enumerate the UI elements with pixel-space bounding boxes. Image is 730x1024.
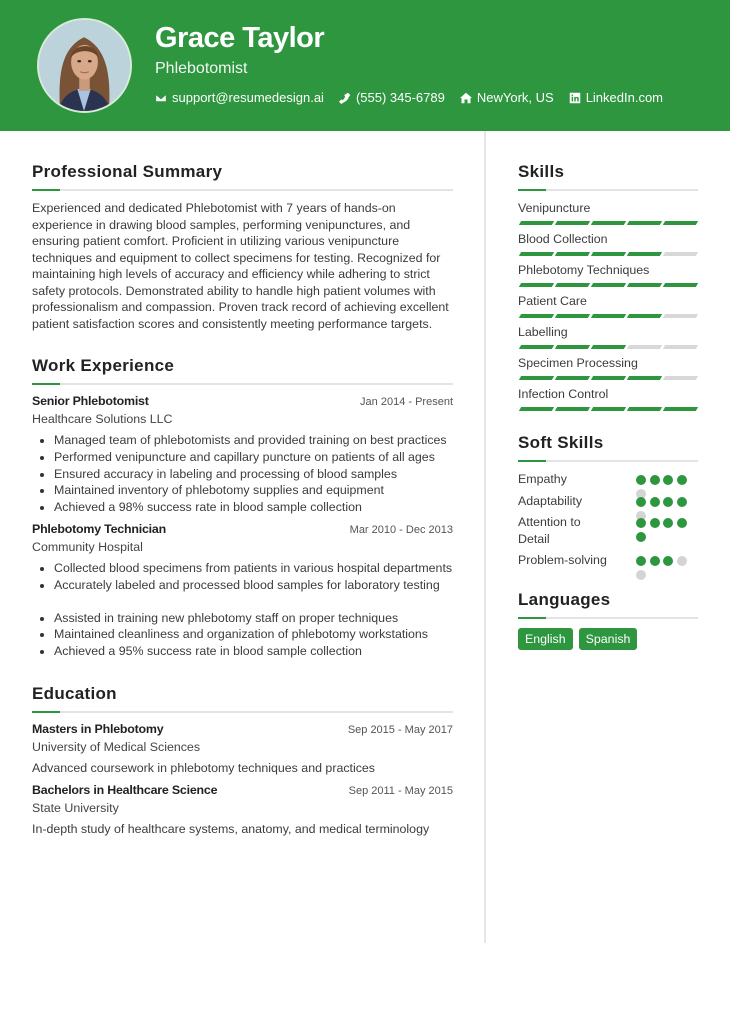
job-bullets (32, 560, 453, 660)
school: State University (32, 800, 119, 815)
list-item: Maintained inventory of phlebotomy supplies and equipment (54, 482, 453, 499)
skill-level-segment (555, 283, 590, 287)
education-desc: Advanced coursework in phlebotomy techniques and practices (32, 760, 376, 775)
skill-level-segment (591, 376, 626, 380)
skill-level-segment (591, 345, 626, 349)
rating-dot (663, 497, 673, 507)
section-rule (32, 383, 453, 385)
skill-item (518, 262, 698, 287)
rating-dot (636, 518, 646, 528)
education-section (32, 682, 453, 838)
list-item: Ensured accuracy in labeling and processing of blood samples (54, 466, 453, 483)
candidate-title: Phlebotomist (155, 60, 248, 77)
skill-level-segment (555, 314, 590, 318)
profile-photo (37, 18, 132, 113)
job-org: Community Hospital (32, 539, 143, 554)
section-title: Work Experience (32, 356, 175, 375)
rating-dot (636, 570, 646, 580)
skill-level-segment (519, 407, 554, 411)
skill-level-segment (627, 407, 662, 411)
experience-section (32, 354, 453, 660)
skill-level-segment (591, 252, 626, 256)
job-bullets (32, 432, 453, 516)
soft-skill-rating (636, 518, 692, 542)
list-item: Performed venipuncture and capillary puncture on patients of all ages (54, 449, 453, 466)
rating-dot (677, 518, 687, 528)
skill-level-segment (591, 221, 626, 225)
contact-linkedin-text: LinkedIn.com (585, 90, 664, 105)
skill-level-segment (627, 221, 662, 225)
skill-label: Specimen Processing (518, 356, 638, 370)
skill-level-segment (519, 376, 554, 380)
rating-dot (663, 475, 673, 485)
rating-dot (663, 518, 673, 528)
education-desc: In-depth study of healthcare systems, anatomy, and medical terminology (32, 821, 430, 836)
list-item: Assisted in training new phlebotomy staff on proper techniques (54, 610, 453, 627)
skill-level-segment (663, 345, 698, 349)
skill-level-segment (663, 376, 698, 380)
job-entry (32, 394, 453, 516)
resume-header (0, 0, 730, 131)
sidebar-column (518, 160, 698, 650)
list-item: Achieved a 98% success rate in blood sample collection (54, 499, 453, 516)
skill-level-segment (555, 376, 590, 380)
linkedin-icon (569, 92, 581, 104)
contact-email-text: support@resumedesign.ai (172, 90, 324, 105)
section-rule (518, 617, 698, 619)
soft-skill-label: Problem-solving (518, 552, 607, 567)
skill-label: Venipuncture (518, 201, 591, 215)
skill-level-segment (663, 407, 698, 411)
skill-level-bar (518, 376, 698, 380)
phone-icon (339, 92, 351, 104)
language-tag: English (518, 628, 573, 650)
rating-dot (636, 532, 646, 542)
skill-level-segment (519, 221, 554, 225)
skill-label: Phlebotomy Techniques (518, 263, 650, 277)
column-divider (484, 131, 486, 943)
skill-item (518, 231, 698, 256)
skill-item (518, 324, 698, 349)
skill-level-segment (555, 221, 590, 225)
skill-level-bar (518, 314, 698, 318)
list-item: Accurately labeled and processed blood samples for laboratory testing (54, 577, 453, 594)
soft-skill-item (518, 514, 698, 552)
skill-item (518, 293, 698, 318)
skill-level-segment (555, 345, 590, 349)
section-title: Education (32, 683, 117, 703)
skill-label: Infection Control (518, 387, 609, 401)
list-item: Collected blood specimens from patients in various hospital departments (54, 560, 453, 575)
rating-dot (636, 497, 646, 507)
soft-skill-item (518, 552, 698, 572)
skill-level-segment (555, 407, 590, 411)
rating-dot (677, 475, 687, 485)
section-rule (518, 460, 698, 462)
skill-level-segment (663, 283, 698, 287)
job-dates: Jan 2014 - Present (360, 396, 453, 408)
skill-level-segment (627, 314, 662, 318)
skill-level-bar (518, 221, 698, 225)
skills-list (518, 200, 698, 411)
summary-section (32, 160, 453, 332)
skill-level-segment (627, 345, 662, 349)
envelope-icon (155, 92, 167, 104)
section-title: Soft Skills (518, 433, 604, 452)
degree: Masters in Phlebotomy (32, 721, 164, 736)
section-title: Skills (518, 162, 565, 181)
skill-level-segment (627, 252, 662, 256)
education-entry (32, 783, 453, 838)
skill-item (518, 386, 698, 411)
summary-text: Experienced and dedicated Phlebotomist with 7 years of hands-on experience in drawing blood samples, performing venipunctures, and ensuring patient comfort. Proficient in utilizing various venipuncture techniques and equipment to collect specimens for testing. Recognized for maintaining high levels of accuracy and efficiency while adhering to strict safety protocols. Demonstrated ability to handle high patient volumes with professionalism and compassion. Proven track record of achieving excellent patient satisfaction scores and consistently meeting performance targets. (32, 201, 449, 331)
soft-skills-section (518, 431, 698, 572)
skill-level-segment (519, 283, 554, 287)
job-role: Senior Phlebotomist (32, 394, 149, 408)
contact-location-text: NewYork, US (476, 90, 554, 105)
skill-level-segment (519, 314, 554, 318)
skills-section (518, 160, 698, 411)
skill-level-segment (591, 283, 626, 287)
job-entry (32, 522, 453, 660)
skill-label: Blood Collection (518, 232, 608, 246)
list-item: Managed team of phlebotomists and provided training on best practices (54, 432, 453, 449)
contact-phone-text: (555) 345-6789 (355, 90, 445, 105)
rating-dot (650, 556, 660, 566)
rating-dot (650, 497, 660, 507)
soft-skill-rating (636, 556, 692, 580)
education-dates: Sep 2015 - May 2017 (347, 723, 453, 736)
skill-level-segment (591, 407, 626, 411)
rating-dot (677, 497, 687, 507)
person-portrait-icon (39, 20, 130, 111)
soft-skill-label: Empathy (518, 472, 567, 486)
rating-dot (663, 556, 673, 566)
rating-dot (636, 556, 646, 566)
education-entry (32, 722, 453, 777)
home-icon (460, 92, 472, 104)
soft-skills-list (518, 471, 698, 572)
contact-linkedin[interactable] (569, 90, 663, 105)
main-column (32, 160, 453, 838)
skill-level-segment (663, 314, 698, 318)
section-title: Languages (518, 589, 611, 609)
soft-skill-label: Adaptability (518, 493, 583, 508)
rating-dot (677, 556, 687, 566)
rating-dot (650, 475, 660, 485)
contact-list (155, 90, 663, 105)
soft-skill-item (518, 493, 698, 515)
soft-skill-label: Attention to Detail (518, 515, 581, 546)
contact-phone[interactable] (339, 90, 445, 105)
section-rule (518, 189, 698, 191)
candidate-name: Grace Taylor (155, 22, 325, 54)
soft-skill-item (518, 471, 698, 493)
skill-level-segment (663, 221, 698, 225)
rating-dot (650, 518, 660, 528)
section-rule (32, 189, 453, 191)
skill-level-segment (663, 252, 698, 256)
job-dates: Mar 2010 - Dec 2013 (349, 523, 453, 536)
rating-dot (636, 475, 646, 485)
education-dates: Sep 2011 - May 2015 (348, 784, 453, 797)
degree: Bachelors in Healthcare Science (32, 782, 218, 797)
section-title: Professional Summary (32, 162, 223, 181)
list-item: Achieved a 95% success rate in blood sample collection (54, 643, 453, 660)
skill-level-segment (555, 252, 590, 256)
skill-level-segment (627, 283, 662, 287)
skill-level-segment (627, 376, 662, 380)
skill-level-bar (518, 407, 698, 411)
skill-level-bar (518, 345, 698, 349)
contact-email[interactable] (155, 90, 324, 105)
section-rule (32, 711, 453, 713)
skill-level-segment (591, 314, 626, 318)
languages-section (518, 588, 698, 650)
skill-level-segment (519, 252, 554, 256)
list-item: Maintained cleanliness and organization of phlebotomy workstations (54, 626, 453, 643)
job-role: Phlebotomy Technician (32, 521, 166, 536)
skill-item (518, 355, 698, 380)
language-tags (518, 628, 698, 650)
skill-label: Labelling (518, 325, 568, 339)
skill-level-bar (518, 252, 698, 256)
contact-location (460, 90, 554, 105)
skill-level-bar (518, 283, 698, 287)
language-tag: Spanish (579, 628, 638, 650)
skill-level-segment (519, 345, 554, 349)
school: University of Medical Sciences (32, 739, 201, 754)
job-org: Healthcare Solutions LLC (32, 412, 173, 426)
skill-item (518, 200, 698, 225)
skill-label: Patient Care (518, 294, 587, 308)
